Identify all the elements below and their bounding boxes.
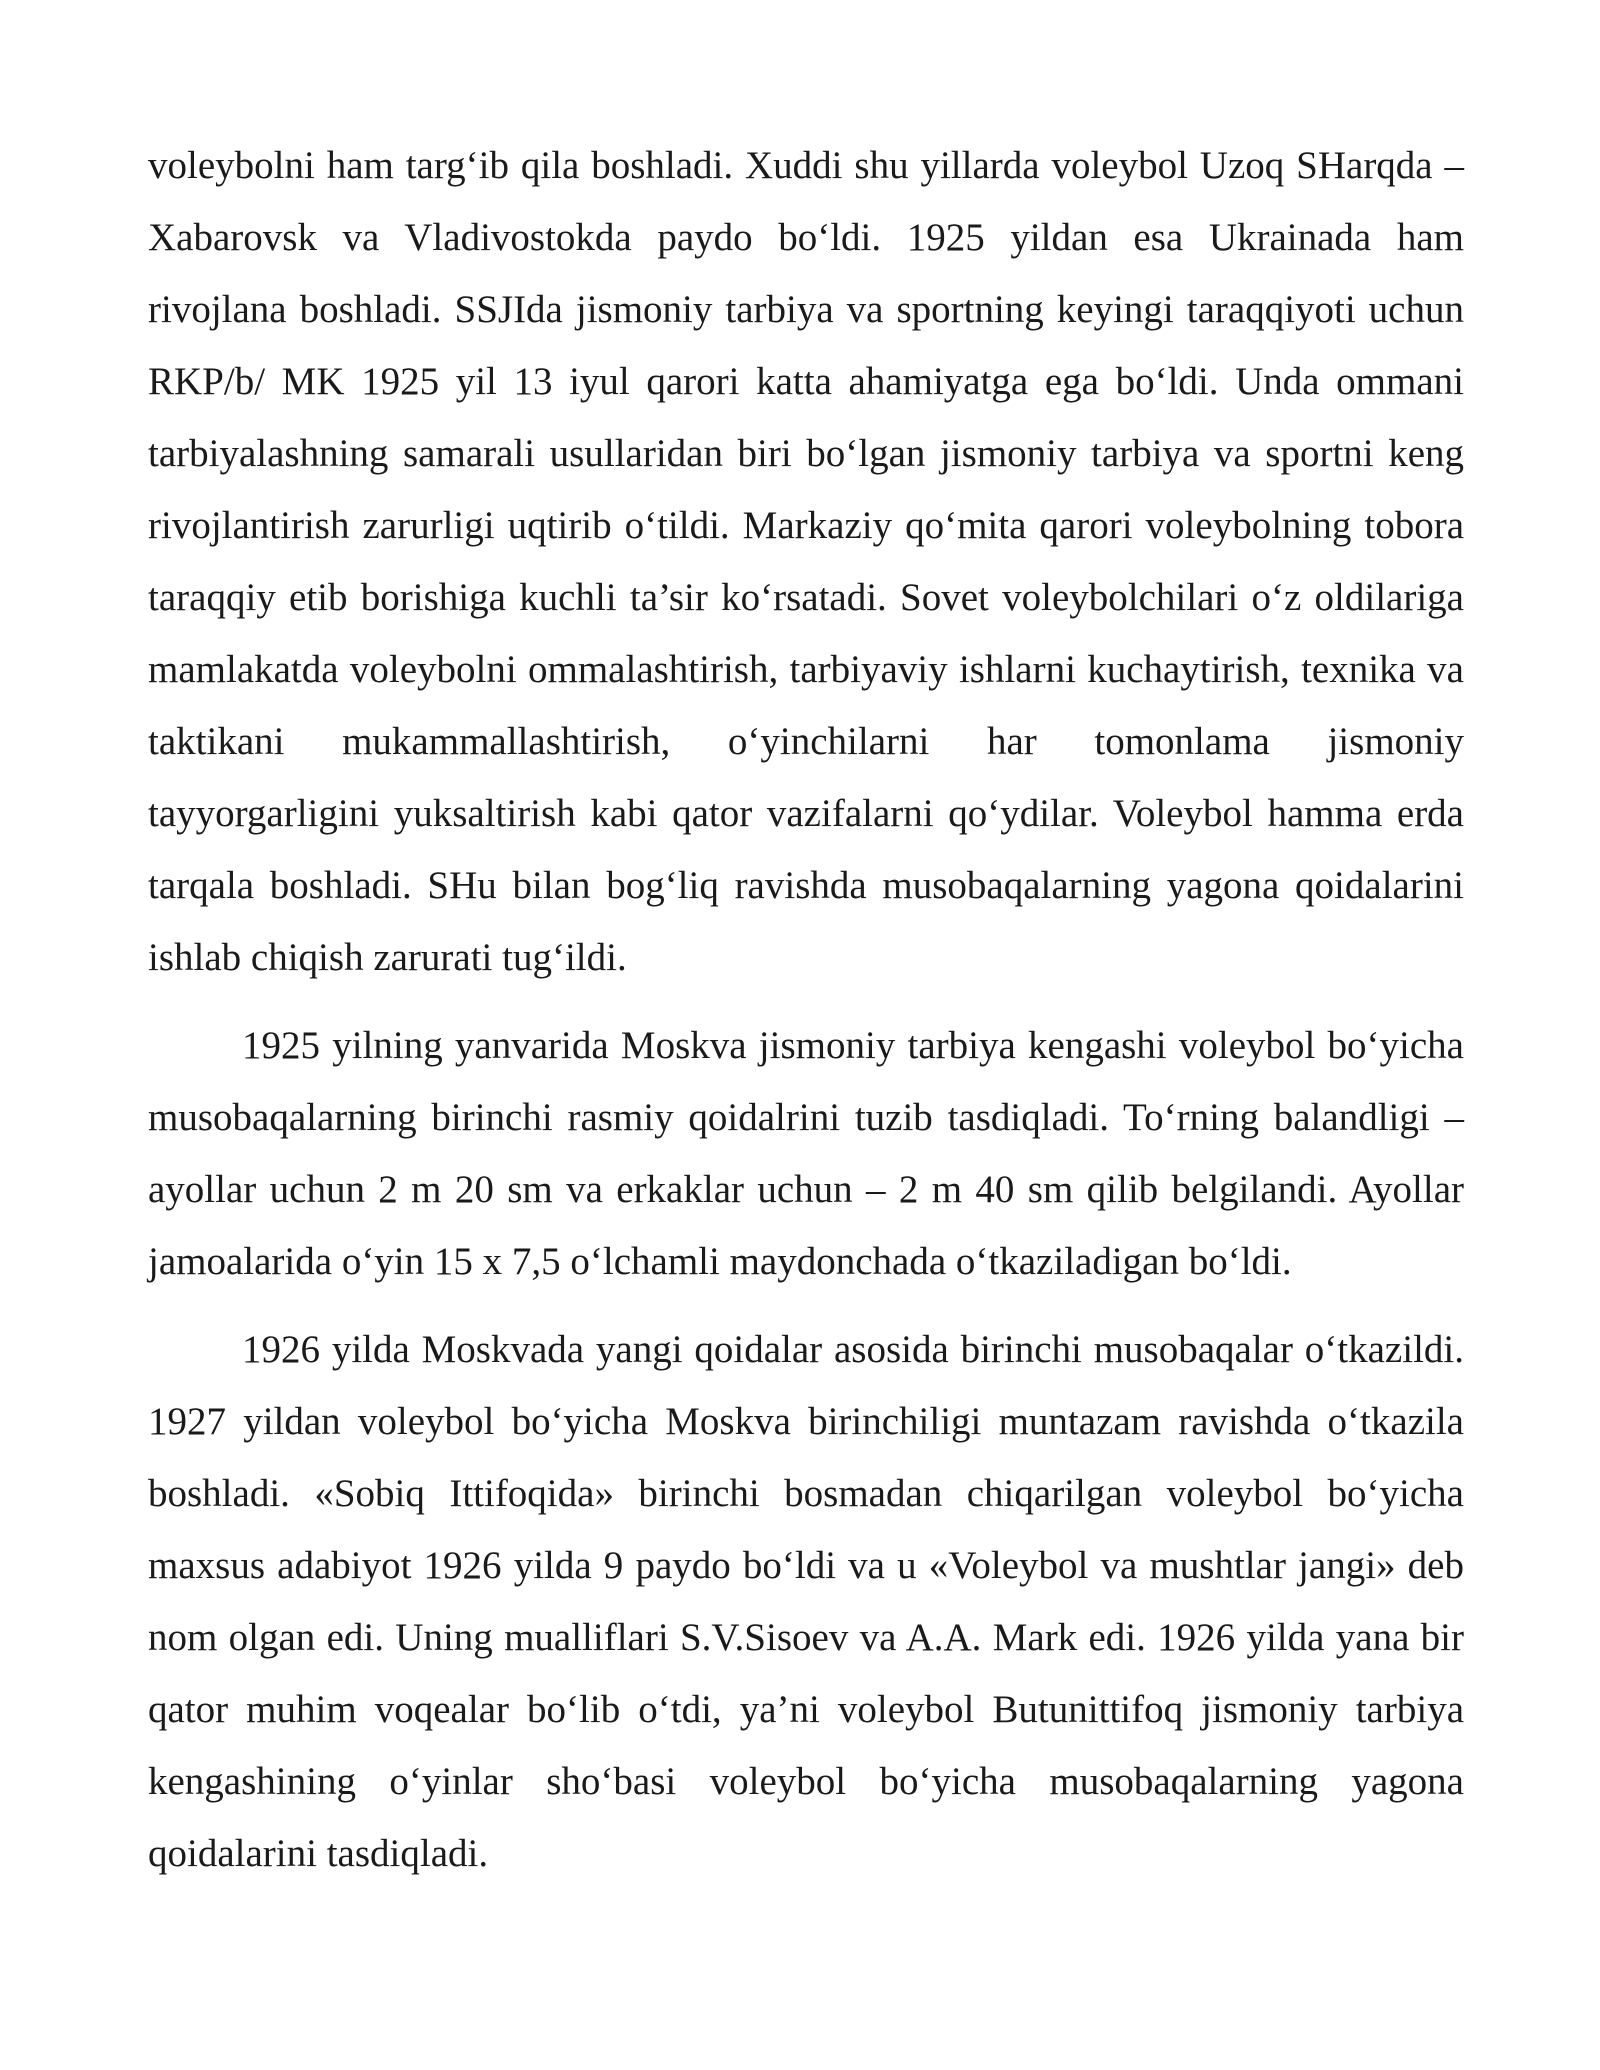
paragraph-continued: voleybolni ham targ‘ib qila boshladi. Xuddi shu yillarda voleybol Uzoq SHarqda – Xabarovsk va Vladivostokda paydo bo‘ldi. 1925 yildan esa Ukrainada ham rivojlana boshladi. SSJIda jismoniy tarbiya va sportning keyingi taraqqiyoti uchun RKP/b/ MK 1925 yil 13 iyul qarori katta ahamiyatga ega bo‘ldi. Unda ommani tarbiyalashning samarali usullaridan biri bo‘lgan jismoniy tarbiya va sportni keng rivojlantirish zarurligi uqtirib o‘tildi. Markaziy qo‘mita qarori voleybolning tobora taraqqiy etib borishiga kuchli ta’sir ko‘rsatadi. Sovet voleybolchilari o‘z oldilariga mamlakatda voleybolni ommalashtirish, tarbiyaviy ishlarni kuchaytirish, texnika va taktikani mukammallashtirish, o‘yinchilarni har tomonlama jismoniy tayyorgarligini yuksaltirish kabi qator vazifalarni qo‘ydilar. Voleybol hamma erda tarqala boshladi. SHu bilan bog‘liq ravishda musobaqalarning yagona qoidalarini ishlab chiqish zarurati tug‘ildi. (148, 144, 1464, 979)
paragraph-competitions-1926: 1926 yilda Moskvada yangi qoidalar asosida birinchi musobaqalar o‘tkazildi. 1927 yildan voleybol bo‘yicha Moskva birinchiligi muntazam ravishda o‘tkazila boshladi. «Sobiq Ittifoqida» birinchi bosmadan chiqarilgan voleybol bo‘yicha maxsus adabiyot 1926 yilda 9 paydo bo‘ldi va u «Voleybol va mushtlar jangi» deb nom olgan edi. Uning mualliflari S.V.Sisoev va A.A. Mark edi. 1926 yilda yana bir qator muhim voqealar bo‘lib o‘tdi, ya’ni voleybol Butunittifoq jismoniy tarbiya kengashining o‘yinlar sho‘basi voleybol bo‘yicha musobaqalarning yagona qoidalarini tasdiqladi. (148, 1328, 1464, 1875)
paragraph-first-rules-1925: 1925 yilning yanvarida Moskva jismoniy tarbiya kengashi voleybol bo‘yicha musobaqalarning birinchi rasmiy qoidalrini tuzib tasdiqladi. To‘rning balandligi – ayollar uchun 2 m 20 sm va erkaklar uchun – 2 m 40 sm qilib belgilandi. Ayollar jamoalarida o‘yin 15 x 7,5 o‘lchamli maydonchada o‘tkaziladigan bo‘ldi. (148, 1024, 1464, 1283)
document-page (148, 130, 1464, 1890)
